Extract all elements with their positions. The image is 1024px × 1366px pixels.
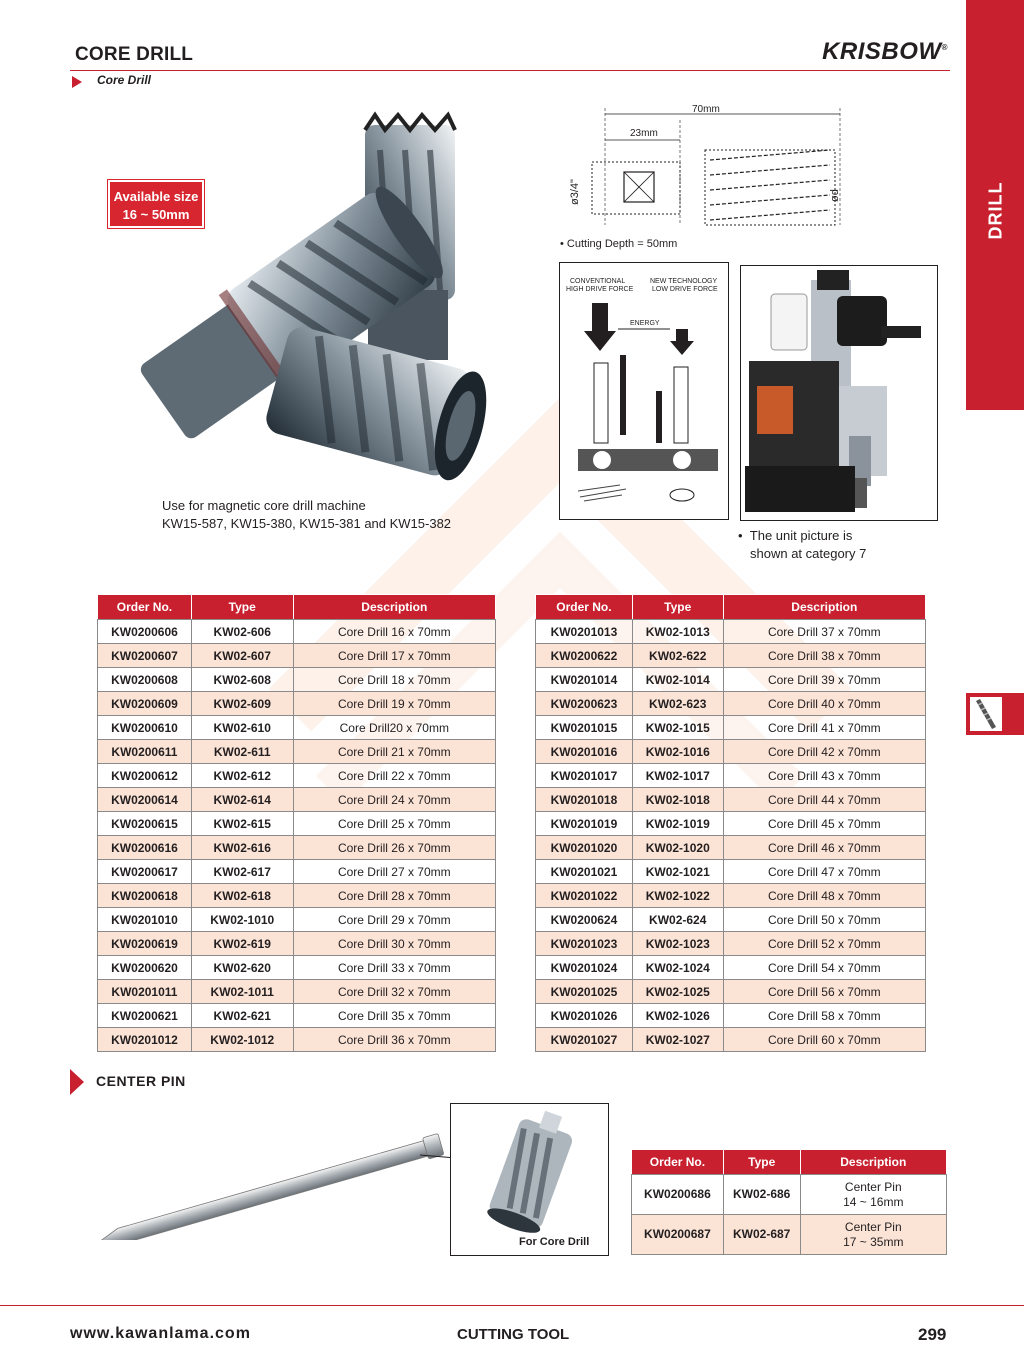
- table-row: [98, 764, 496, 788]
- description-cell: Core Drill 44 x 70mm: [723, 788, 925, 812]
- page-number: 299: [918, 1325, 947, 1344]
- table-row: [536, 1028, 926, 1052]
- type-cell: KW02-1015: [632, 716, 723, 740]
- description-line-2: 14 ~ 16mm: [843, 1194, 904, 1209]
- table-row: [98, 884, 496, 908]
- badge-line-2: 16 ~ 50mm: [122, 207, 190, 222]
- table-row: [536, 620, 926, 644]
- description-cell: Core Drill 19 x 70mm: [293, 692, 495, 716]
- table-header-row: [536, 595, 926, 620]
- usage-caption-line-1: Use for magnetic core drill machine: [162, 498, 366, 513]
- table-row: [536, 644, 926, 668]
- usage-caption: [162, 497, 451, 533]
- description-cell: Core Drill 56 x 70mm: [723, 980, 925, 1004]
- type-cell: KW02-1027: [632, 1028, 723, 1052]
- order-no-cell: KW0200609: [98, 692, 192, 716]
- table-row: [632, 1215, 947, 1255]
- description-cell: [800, 1175, 946, 1215]
- description-cell: Core Drill 28 x 70mm: [293, 884, 495, 908]
- order-no-cell: KW0201025: [536, 980, 633, 1004]
- table-row: [98, 716, 496, 740]
- table-row: [536, 908, 926, 932]
- page-title: CORE DRILL: [75, 44, 194, 65]
- brand-name: KRISBOW: [822, 38, 942, 65]
- type-cell: KW02-617: [191, 860, 293, 884]
- description-line-2: 17 ~ 35mm: [843, 1234, 904, 1249]
- description-cell: [800, 1215, 946, 1255]
- order-no-cell: KW0201018: [536, 788, 633, 812]
- order-no-cell: KW0200619: [98, 932, 192, 956]
- description-cell: Core Drill 50 x 70mm: [723, 908, 925, 932]
- description-cell: Core Drill 22 x 70mm: [293, 764, 495, 788]
- shank-length-label: 23mm: [630, 128, 658, 139]
- description-cell: Core Drill 41 x 70mm: [723, 716, 925, 740]
- order-no-cell: KW0200623: [536, 692, 633, 716]
- table-row: [98, 668, 496, 692]
- description-cell: Core Drill 35 x 70mm: [293, 1004, 495, 1028]
- type-cell: KW02-1014: [632, 668, 723, 692]
- description-header: Description: [293, 595, 495, 620]
- side-category-label: DRILL: [985, 181, 1006, 240]
- type-cell: KW02-619: [191, 932, 293, 956]
- title-divider: [70, 70, 950, 71]
- table-header-row: [98, 595, 496, 620]
- order-no-cell: KW0200616: [98, 836, 192, 860]
- order-no-cell: KW0200622: [536, 644, 633, 668]
- order-no-cell: KW0201022: [536, 884, 633, 908]
- description-cell: Core Drill 39 x 70mm: [723, 668, 925, 692]
- drill-bit-icon-frame: [970, 697, 1002, 731]
- description-cell: Core Drill 38 x 70mm: [723, 644, 925, 668]
- description-cell: Core Drill 48 x 70mm: [723, 884, 925, 908]
- unit-picture-note: [738, 527, 866, 563]
- energy-label: ENERGY: [630, 320, 660, 327]
- core-drill-table-left: [97, 594, 496, 1052]
- type-header: Type: [723, 1150, 800, 1175]
- type-cell: KW02-615: [191, 812, 293, 836]
- description-cell: Core Drill 58 x 70mm: [723, 1004, 925, 1028]
- table-row: [536, 860, 926, 884]
- subtitle-arrow-icon: [72, 76, 82, 88]
- order-no-cell: KW0201017: [536, 764, 633, 788]
- order-no-cell: KW0200621: [98, 1004, 192, 1028]
- table-row: [98, 932, 496, 956]
- order-no-cell: KW0201020: [536, 836, 633, 860]
- badge-line-1: Available size: [113, 189, 199, 204]
- order-no-cell: KW0200606: [98, 620, 192, 644]
- core-drill-with-pin-illustration: [451, 1104, 608, 1255]
- new-technology-label: NEW TECHNOLOGY: [650, 278, 718, 285]
- type-cell: KW02-1026: [632, 1004, 723, 1028]
- type-cell: KW02-608: [191, 668, 293, 692]
- low-drive-force-label: LOW DRIVE FORCE: [652, 286, 718, 293]
- table-row: [536, 764, 926, 788]
- description-line-1: Center Pin: [844, 1179, 902, 1194]
- table-row: [98, 908, 496, 932]
- table-row: [98, 740, 496, 764]
- footer-website[interactable]: www.kawanlama.com: [70, 1325, 251, 1342]
- order-no-cell: KW0201010: [98, 908, 192, 932]
- drill-bit-icon: [966, 693, 1024, 735]
- type-cell: KW02-686: [723, 1175, 800, 1215]
- usage-caption-line-2: KW15-587, KW15-380, KW15-381 and KW15-382: [162, 516, 452, 531]
- order-no-cell: KW0200617: [98, 860, 192, 884]
- description-header: Description: [800, 1150, 946, 1175]
- drive-force-diagram: [559, 262, 729, 520]
- order-no-cell: KW0201027: [536, 1028, 633, 1052]
- type-cell: KW02-1011: [191, 980, 293, 1004]
- type-cell: KW02-610: [191, 716, 293, 740]
- order-no-cell: KW0200610: [98, 716, 192, 740]
- type-cell: KW02-1024: [632, 956, 723, 980]
- cutting-depth-note: • Cutting Depth = 50mm: [560, 238, 678, 250]
- brand-logo: [822, 38, 948, 66]
- description-cell: Core Drill 24 x 70mm: [293, 788, 495, 812]
- order-no-cell: KW0201023: [536, 932, 633, 956]
- order-no-cell: KW0201019: [536, 812, 633, 836]
- type-cell: KW02-1022: [632, 884, 723, 908]
- type-cell: KW02-1019: [632, 812, 723, 836]
- unit-note-line-2: shown at category 7: [750, 546, 867, 561]
- type-cell: KW02-1025: [632, 980, 723, 1004]
- order-no-cell: KW0201015: [536, 716, 633, 740]
- description-cell: Core Drill 37 x 70mm: [723, 620, 925, 644]
- description-cell: Core Drill 36 x 70mm: [293, 1028, 495, 1052]
- table-row: [98, 836, 496, 860]
- description-cell: Core Drill 26 x 70mm: [293, 836, 495, 860]
- description-cell: Core Drill 40 x 70mm: [723, 692, 925, 716]
- type-cell: KW02-1017: [632, 764, 723, 788]
- drive-force-illustration: [560, 263, 728, 519]
- description-cell: Core Drill 29 x 70mm: [293, 908, 495, 932]
- drill-bit-icon-glyph: [970, 697, 1002, 731]
- table-row: [98, 620, 496, 644]
- table-row: [98, 812, 496, 836]
- type-cell: KW02-1013: [632, 620, 723, 644]
- table-row: [98, 644, 496, 668]
- type-cell: KW02-620: [191, 956, 293, 980]
- type-cell: KW02-1012: [191, 1028, 293, 1052]
- type-header: Type: [191, 595, 293, 620]
- table-row: [632, 1175, 947, 1215]
- description-cell: Core Drill 52 x 70mm: [723, 932, 925, 956]
- table-row: [536, 836, 926, 860]
- type-cell: KW02-687: [723, 1215, 800, 1255]
- order-no-cell: KW0200624: [536, 908, 633, 932]
- table-row: [98, 692, 496, 716]
- type-cell: KW02-612: [191, 764, 293, 788]
- description-cell: Core Drill 42 x 70mm: [723, 740, 925, 764]
- table-row: [536, 812, 926, 836]
- description-cell: Core Drill 16 x 70mm: [293, 620, 495, 644]
- order-no-cell: KW0201014: [536, 668, 633, 692]
- description-cell: Core Drill 25 x 70mm: [293, 812, 495, 836]
- table-row: [536, 716, 926, 740]
- footer-section-name: CUTTING TOOL: [457, 1326, 570, 1343]
- high-drive-force-label: HIGH DRIVE FORCE: [566, 286, 634, 293]
- order-no-cell: KW0200620: [98, 956, 192, 980]
- table-row: [536, 740, 926, 764]
- core-drill-table-right: [535, 594, 926, 1052]
- overall-length-label: 70mm: [692, 104, 720, 115]
- type-cell: KW02-611: [191, 740, 293, 764]
- unit-note-bullet: •: [738, 528, 743, 543]
- type-cell: KW02-1023: [632, 932, 723, 956]
- dimension-drawing: [560, 100, 860, 235]
- order-no-cell: KW0201016: [536, 740, 633, 764]
- type-header: Type: [632, 595, 723, 620]
- description-header: Description: [723, 595, 925, 620]
- description-cell: Core Drill 46 x 70mm: [723, 836, 925, 860]
- order-no-cell: KW0201021: [536, 860, 633, 884]
- for-core-drill-caption: For Core Drill: [519, 1236, 590, 1248]
- center-pin-photo: [60, 1130, 500, 1240]
- shank-diameter-label: ø3/4": [569, 179, 581, 205]
- order-no-cell: KW0200612: [98, 764, 192, 788]
- conventional-label: CONVENTIONAL: [570, 278, 626, 285]
- cutter-diameter-label: ød: [829, 189, 841, 202]
- magnetic-drill-machine-illustration: [741, 266, 937, 520]
- order-no-cell: KW0200614: [98, 788, 192, 812]
- table-row: [536, 1004, 926, 1028]
- description-cell: Core Drill 18 x 70mm: [293, 668, 495, 692]
- table-row: [536, 788, 926, 812]
- table-row: [536, 980, 926, 1004]
- type-cell: KW02-607: [191, 644, 293, 668]
- table-row: [536, 692, 926, 716]
- description-cell: Core Drill 32 x 70mm: [293, 980, 495, 1004]
- table-row: [98, 788, 496, 812]
- type-cell: KW02-618: [191, 884, 293, 908]
- table-row: [536, 884, 926, 908]
- description-cell: Core Drill 30 x 70mm: [293, 932, 495, 956]
- type-cell: KW02-609: [191, 692, 293, 716]
- order-no-cell: KW0200608: [98, 668, 192, 692]
- table-row: [98, 860, 496, 884]
- description-cell: Core Drill 47 x 70mm: [723, 860, 925, 884]
- order-no-cell: KW0200618: [98, 884, 192, 908]
- core-drill-photo: [100, 110, 500, 495]
- type-cell: KW02-622: [632, 644, 723, 668]
- subtitle: Core Drill: [97, 73, 152, 87]
- footer-divider: [0, 1305, 1024, 1306]
- description-cell: Core Drill 43 x 70mm: [723, 764, 925, 788]
- table-row: [536, 668, 926, 692]
- order-no-cell: KW0201024: [536, 956, 633, 980]
- description-cell: Core Drill 33 x 70mm: [293, 956, 495, 980]
- type-cell: KW02-623: [632, 692, 723, 716]
- center-pin-table: [631, 1149, 947, 1255]
- table-row: [98, 980, 496, 1004]
- description-cell: Core Drill 27 x 70mm: [293, 860, 495, 884]
- center-pin-title: CENTER PIN: [96, 1073, 186, 1089]
- description-cell: Core Drill 21 x 70mm: [293, 740, 495, 764]
- order-no-header: Order No.: [632, 1150, 724, 1175]
- order-no-cell: KW0201013: [536, 620, 633, 644]
- order-no-header: Order No.: [536, 595, 633, 620]
- type-cell: KW02-624: [632, 908, 723, 932]
- type-cell: KW02-1021: [632, 860, 723, 884]
- type-cell: KW02-621: [191, 1004, 293, 1028]
- unit-note-line-1: [738, 527, 866, 545]
- unit-note-text-1: The unit picture is: [749, 528, 853, 543]
- order-no-cell: KW0200607: [98, 644, 192, 668]
- description-line-1: Center Pin: [844, 1219, 902, 1234]
- type-cell: KW02-616: [191, 836, 293, 860]
- magnetic-drill-machine-photo: [740, 265, 938, 521]
- table-row: [536, 956, 926, 980]
- order-no-cell: KW0200687: [632, 1215, 724, 1255]
- core-drill-with-pin-box: [450, 1103, 609, 1256]
- table-row: [98, 956, 496, 980]
- order-no-cell: KW0201012: [98, 1028, 192, 1052]
- description-cell: Core Drill 54 x 70mm: [723, 956, 925, 980]
- order-no-cell: KW0200686: [632, 1175, 724, 1215]
- type-cell: KW02-1016: [632, 740, 723, 764]
- order-no-cell: KW0201026: [536, 1004, 633, 1028]
- registered-mark: ®: [941, 43, 948, 52]
- type-cell: KW02-1010: [191, 908, 293, 932]
- order-no-cell: KW0201011: [98, 980, 192, 1004]
- description-cell: Core Drill 45 x 70mm: [723, 812, 925, 836]
- table-row: [98, 1028, 496, 1052]
- section-arrow-icon: [70, 1069, 84, 1095]
- description-cell: Core Drill 60 x 70mm: [723, 1028, 925, 1052]
- description-cell: Core Drill20 x 70mm: [293, 716, 495, 740]
- table-row: [536, 932, 926, 956]
- description-cell: Core Drill 17 x 70mm: [293, 644, 495, 668]
- available-size-badge: [108, 180, 204, 228]
- type-cell: KW02-614: [191, 788, 293, 812]
- table-row: [98, 1004, 496, 1028]
- order-no-cell: KW0200615: [98, 812, 192, 836]
- type-cell: KW02-1018: [632, 788, 723, 812]
- type-cell: KW02-1020: [632, 836, 723, 860]
- table-header-row: [632, 1150, 947, 1175]
- order-no-cell: KW0200611: [98, 740, 192, 764]
- type-cell: KW02-606: [191, 620, 293, 644]
- order-no-header: Order No.: [98, 595, 192, 620]
